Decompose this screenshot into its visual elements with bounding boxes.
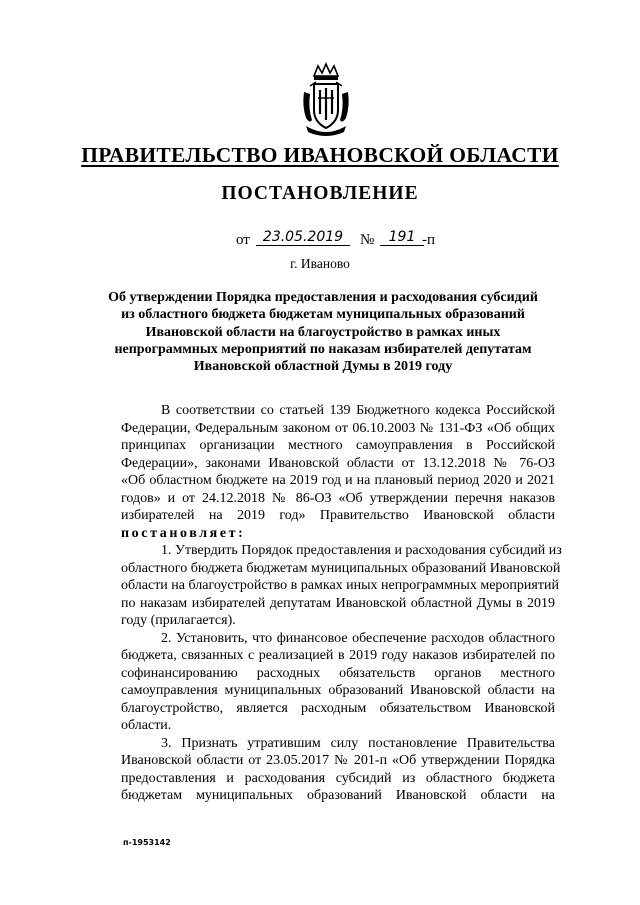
document-subject <box>105 289 541 375</box>
body-line: бюджетам муниципальных образований Ивановской области на <box>121 788 555 803</box>
number-label: № <box>360 232 375 248</box>
body-line: избирателей на 2019 год» Правительство Ивановской области <box>121 508 555 523</box>
document-number: 191 <box>380 229 424 246</box>
document-code: п-1953142 <box>123 838 171 847</box>
body-line: году (прилагается). <box>121 613 236 628</box>
number-suffix: -п <box>422 232 436 248</box>
body-line: софинансированию расходных обязательств органов местного <box>121 665 555 681</box>
subject-line: Ивановской областной Думы в 2019 году <box>193 359 453 375</box>
from-label: от <box>236 232 250 248</box>
body-line: Федерации», законами Ивановской области от 13.12.2018 № 76-ОЗ <box>121 455 555 471</box>
body-line: «Об областном бюджете на 2019 год и на плановый период 2020 и 2021 <box>121 473 555 488</box>
body-line-resolves: постановляет: <box>121 525 246 541</box>
body-line: Федерации, Федеральным законом от 06.10.2003 № 131-ФЗ «Об общих <box>121 420 555 436</box>
body-line: области на благоустройство в рамках иных непрограммных мероприятий <box>121 578 559 593</box>
city-label: г. Иваново <box>290 256 350 271</box>
coat-of-arms-icon <box>300 62 352 138</box>
body-line: самоуправления муниципальных образований Ивановской области на <box>121 683 555 698</box>
body-line: 2. Установить, что финансовое обеспечение расходов областного <box>161 630 555 646</box>
body-line: областного бюджета бюджетам муниципальных образований Ивановской <box>121 560 561 576</box>
body-line: по наказам избирателей депутатам Ивановской областной Думы в 2019 <box>121 595 555 611</box>
document-date: 23.05.2019 <box>256 229 350 246</box>
body-line: годов» и от 24.12.2018 № 86-ОЗ «Об утверждении перечня наказов <box>121 490 555 506</box>
subject-line: Об утверждении Порядка предоставления и расходования субсидий <box>108 290 538 305</box>
document-type-title: ПОСТАНОВЛЕНИЕ <box>221 183 419 204</box>
document-body <box>121 402 562 805</box>
body-line: принципах организации местного самоуправления в Российской <box>121 438 555 453</box>
body-line: предоставления и расходования субсидий из областного бюджета <box>121 770 555 786</box>
government-title: ПРАВИТЕЛЬСТВО ИВАНОВСКОЙ ОБЛАСТИ <box>81 143 559 167</box>
subject-line: Ивановской области на благоустройство в рамках иных <box>145 324 501 340</box>
body-line: области. <box>121 718 172 733</box>
body-line: благоустройство, является расходным обязательством Ивановской <box>121 700 555 716</box>
body-line: Ивановской области от 23.05.2017 № 201-п «Об утверждении Порядка <box>121 753 555 768</box>
body-line: 3. Признать утратившим силу постановление Правительства <box>161 735 555 751</box>
body-line: бюджета, связанных с реализацией в 2019 году наказов избирателей по <box>121 648 555 663</box>
body-line: В соответствии со статьей 139 Бюджетного кодекса Российской <box>161 403 555 418</box>
body-line: 1. Утвердить Порядок предоставления и расходования субсидий из <box>161 543 562 558</box>
subject-line: непрограммных мероприятий по наказам избирателей депутатам <box>114 341 532 357</box>
subject-line: из областного бюджета бюджетам муниципальных образований <box>121 307 525 323</box>
